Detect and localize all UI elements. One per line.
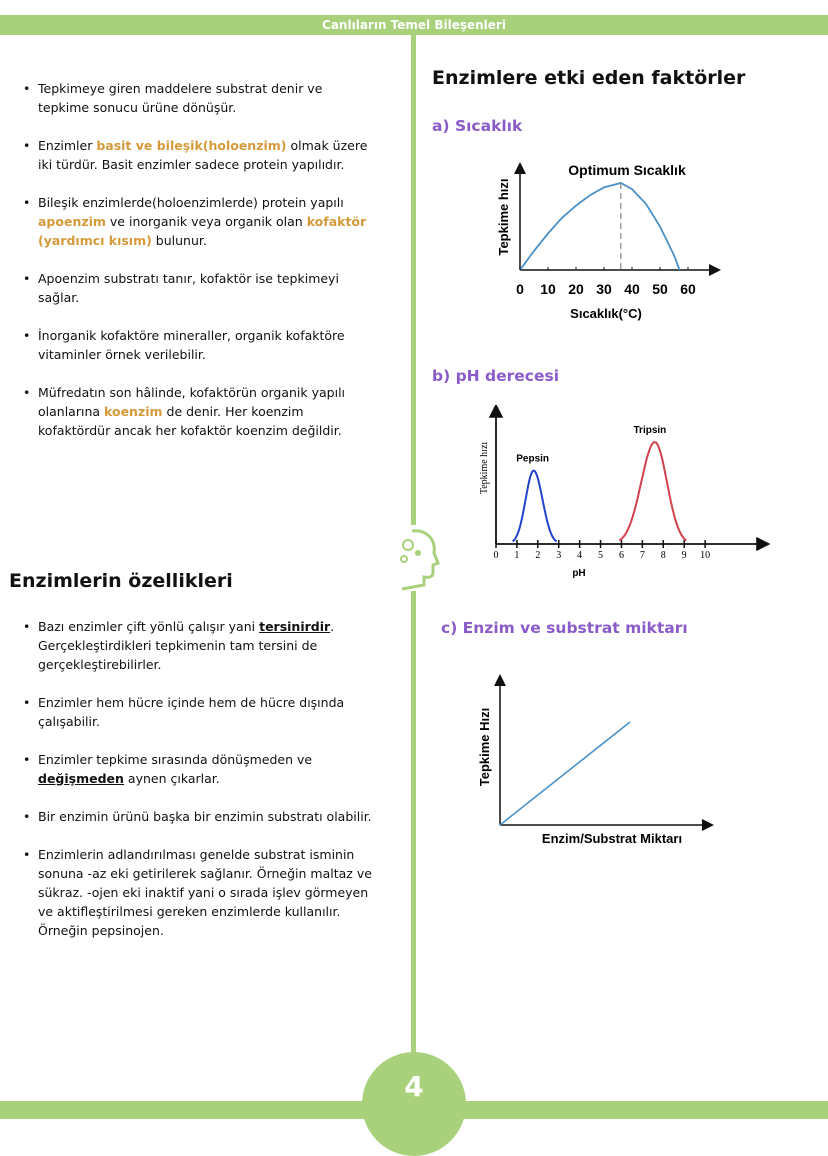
x-tick-label: 10 bbox=[700, 550, 711, 561]
pepsin-label: Pepsin bbox=[516, 453, 550, 465]
text-run: Bileşik enzimlerde(holoenzimlerde) protein yapılı bbox=[38, 195, 344, 210]
x-axis-label: Enzim/Substrat Miktarı bbox=[541, 831, 683, 846]
list-item bbox=[16, 193, 376, 250]
substrate-label: c) Enzim ve substrat miktarı bbox=[441, 619, 688, 637]
list-item bbox=[16, 269, 376, 307]
text-run: . Gerçekleştirdikleri tepkimenin tam tersini de gerçekleştirebilirler. bbox=[38, 619, 335, 672]
x-tick-label: 3 bbox=[556, 550, 562, 561]
list-item bbox=[16, 136, 376, 174]
x-tick-label: 5 bbox=[598, 550, 604, 561]
header-title: Canlıların Temel Bileşenleri bbox=[322, 18, 506, 32]
properties-list bbox=[16, 617, 376, 959]
list-item bbox=[16, 750, 376, 788]
highlight-term: tersinirdir bbox=[259, 619, 331, 634]
y-axis-label: Tepkime hızı bbox=[479, 441, 490, 495]
temperature-chart bbox=[490, 155, 730, 330]
list-item bbox=[16, 617, 376, 674]
highlight-term: koenzim bbox=[104, 404, 163, 419]
x-axis-label: Sıcaklık(°C) bbox=[570, 306, 642, 321]
rate-line bbox=[500, 722, 630, 825]
text-run: Müfredatın son hâlinde, kofaktörün organik yapılı olanlarına bbox=[38, 385, 346, 419]
text-run: Enzimler bbox=[38, 138, 97, 153]
text-run: ve inorganik veya organik olan bbox=[105, 214, 307, 229]
ph-label: b) pH derecesi bbox=[432, 367, 560, 385]
tripsin-curve bbox=[619, 442, 686, 541]
substrate-chart bbox=[475, 670, 725, 850]
list-item bbox=[16, 693, 376, 731]
page-number-badge bbox=[362, 1052, 466, 1156]
page-number: 4 bbox=[404, 1070, 424, 1103]
enzyme-info-list bbox=[16, 79, 376, 459]
x-tick-label: 2 bbox=[535, 550, 541, 561]
chevron-left-icon: << bbox=[228, 10, 256, 40]
properties-title: Enzimlerin özellikleri bbox=[9, 570, 233, 592]
x-tick-label: 60 bbox=[680, 281, 696, 297]
list-item bbox=[16, 326, 376, 364]
x-tick-label: 9 bbox=[681, 550, 687, 561]
x-tick-label: 10 bbox=[540, 281, 556, 297]
list-item bbox=[16, 845, 376, 940]
x-tick-label: 4 bbox=[577, 550, 583, 561]
x-tick-label: 1 bbox=[514, 550, 520, 561]
x-tick-label: 50 bbox=[652, 281, 668, 297]
x-tick-label: 0 bbox=[493, 550, 499, 561]
text-run: olmak üzere iki türdür. Basit enzimler sadece protein yapılıdır. bbox=[38, 138, 368, 172]
x-tick-label: 8 bbox=[660, 550, 666, 561]
highlight-term: basit ve bileşik(holoenzim) bbox=[96, 138, 287, 153]
text-run: Enzimler tepkime sırasında dönüşmeden ve bbox=[38, 752, 313, 767]
text-run: bulunur. bbox=[151, 233, 207, 248]
y-axis-label: Tepkime hızı bbox=[496, 178, 511, 256]
ph-chart bbox=[475, 405, 775, 585]
x-tick-label: 7 bbox=[639, 550, 645, 561]
text-run: Bazı enzimler çift yönlü çalışır yani bbox=[38, 619, 260, 634]
temperature-label: a) Sıcaklık bbox=[432, 117, 523, 135]
text-run: Enzimlerin adlandırılması genelde substrat isminin sonuna -az eki getirilerek sağlanır. Örneğin maltaz ve sükraz. -ojen eki inaktif yani o sırada işlev görmeyen ve aktifleştirilmesi gereken enzimlerde kullanılır. Örneğin pepsinojen. bbox=[38, 847, 372, 938]
x-tick-label: 20 bbox=[568, 281, 584, 297]
text-run: Bir enzimin ürünü başka bir enzimin substratı olabilir. bbox=[38, 809, 372, 824]
list-item bbox=[16, 79, 376, 117]
right-title: Enzimlere etki eden faktörler bbox=[432, 67, 746, 89]
pepsin-curve bbox=[513, 471, 557, 542]
text-run: Apoenzim substratı tanır, kofaktör ise tepkimeyi sağlar. bbox=[38, 271, 339, 305]
text-run: aynen çıkarlar. bbox=[123, 771, 220, 786]
text-run: Tepkimeye giren maddelere substrat denir ve tepkime sonucu ürüne dönüşür. bbox=[38, 81, 323, 115]
highlight-term: apoenzim bbox=[38, 214, 106, 229]
tripsin-label: Tripsin bbox=[633, 425, 667, 436]
highlight-term: değişmeden bbox=[38, 771, 124, 786]
x-tick-label: 6 bbox=[618, 550, 624, 561]
x-axis-label: pH bbox=[572, 568, 586, 579]
text-run: de denir. Her koenzim kofaktördür ancak her kofaktör koenzim değildir. bbox=[38, 404, 342, 438]
chevron-right-icon: >> bbox=[566, 10, 594, 40]
x-tick-label: 40 bbox=[624, 281, 640, 297]
text-run: Enzimler hem hücre içinde hem de hücre dışında çalışabilir. bbox=[38, 695, 345, 729]
list-item bbox=[16, 807, 376, 826]
x-tick-label: 0 bbox=[516, 281, 524, 297]
y-axis-label: Tepkime Hızı bbox=[477, 707, 492, 787]
highlight-term: kofaktör (yardımcı kısım) bbox=[38, 214, 367, 248]
x-tick-label: 30 bbox=[596, 281, 612, 297]
head-logo-icon bbox=[390, 525, 440, 591]
temperature-curve bbox=[520, 183, 680, 270]
text-run: İnorganik kofaktöre mineraller, organik kofaktöre vitaminler örnek verilebilir. bbox=[38, 328, 345, 362]
chart-title: Optimum Sıcaklık bbox=[568, 162, 686, 178]
list-item bbox=[16, 383, 376, 440]
